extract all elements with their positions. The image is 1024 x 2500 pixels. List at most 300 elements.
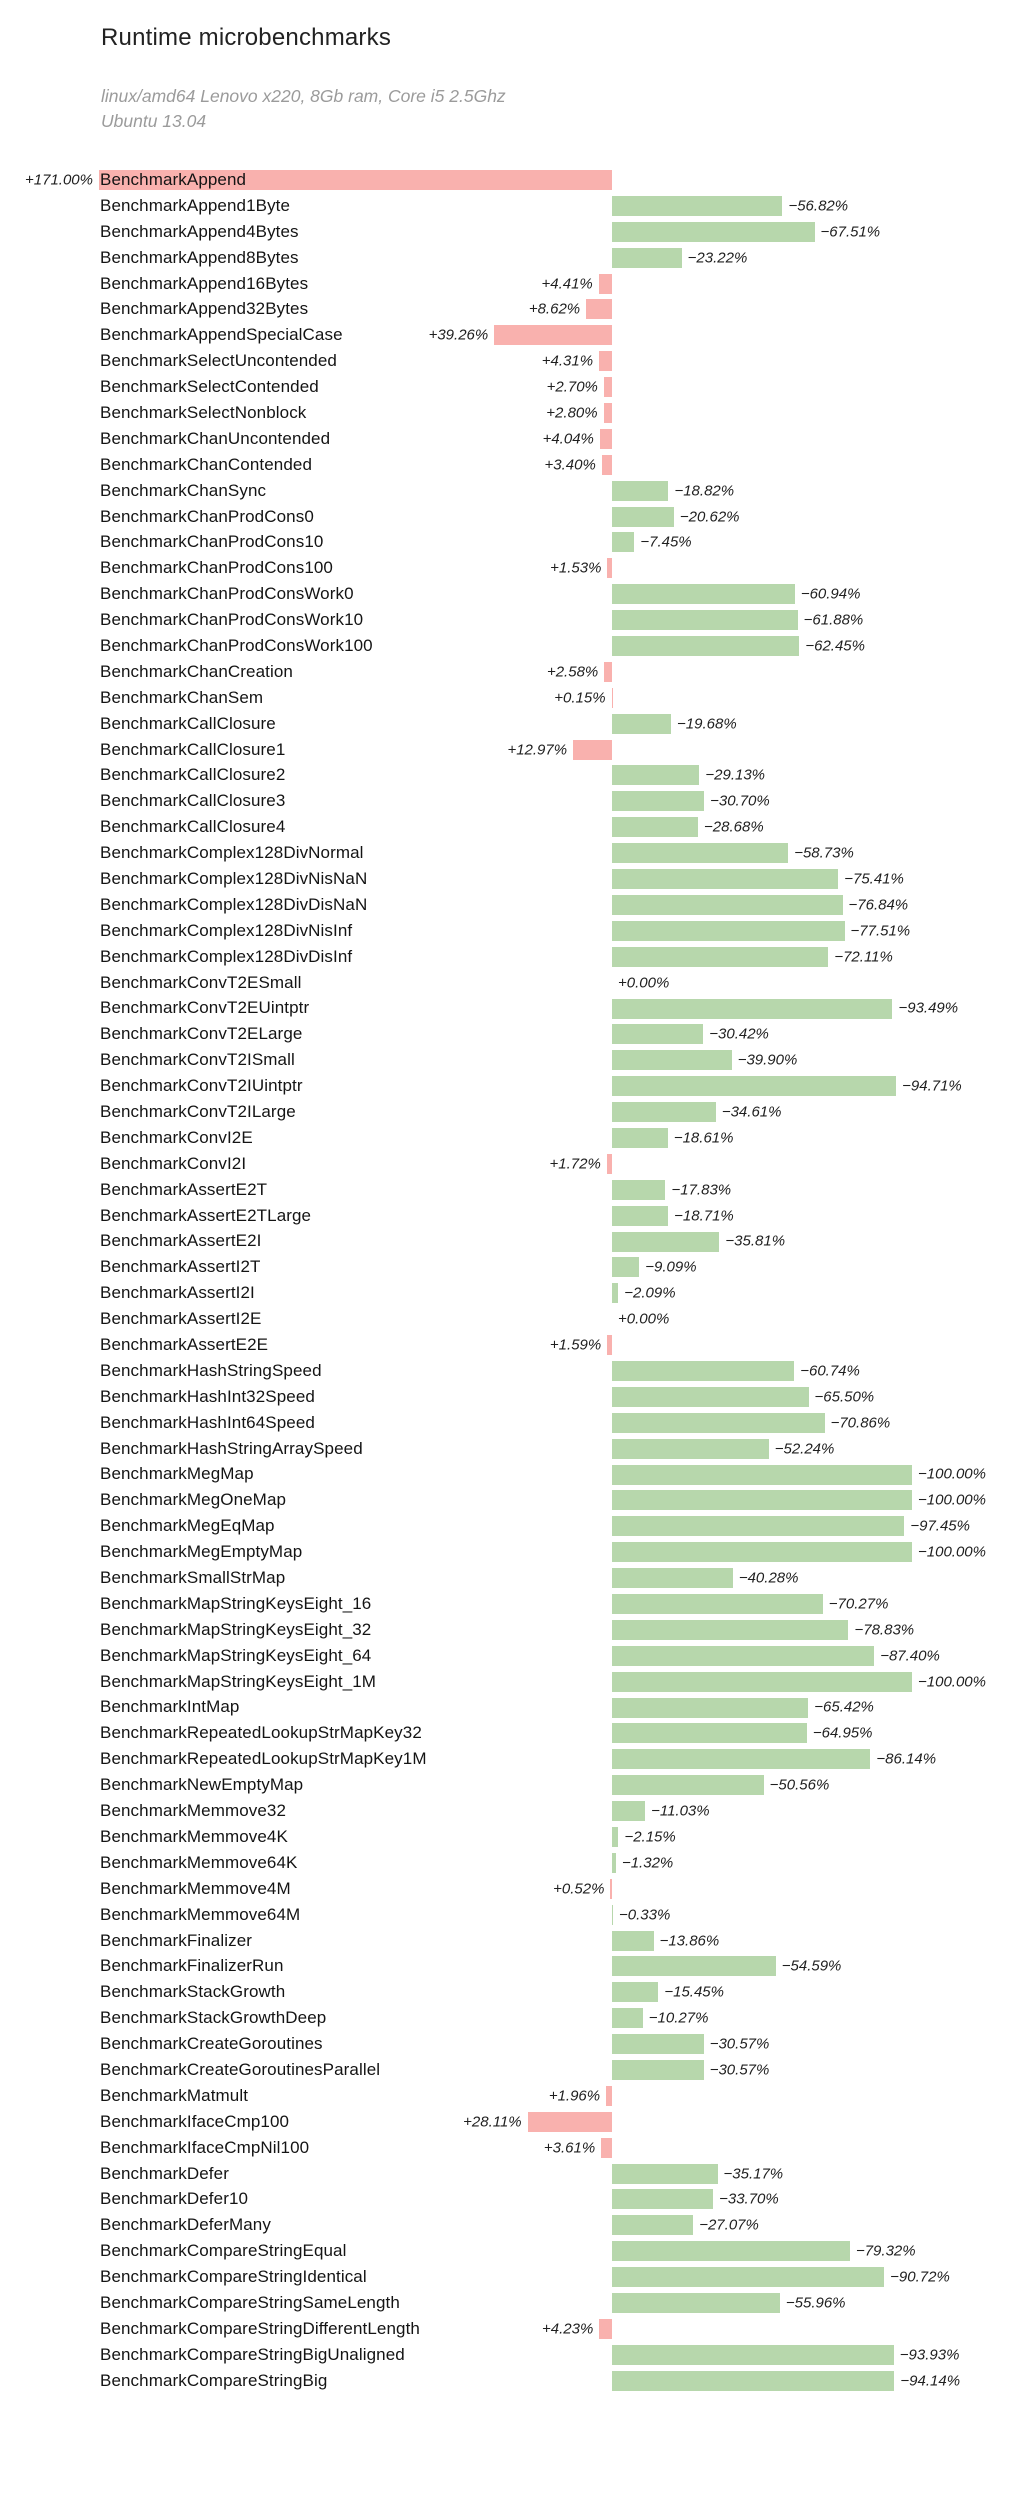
benchmark-value-label: −100.00% — [918, 1543, 986, 1561]
benchmark-bar — [612, 1128, 668, 1148]
subtitle-line-1: linux/amd64 Lenovo x220, 8Gb ram, Core i5 2.5Ghz — [101, 86, 506, 106]
benchmark-row — [0, 2264, 1024, 2290]
benchmark-value-label: +28.11% — [463, 2113, 522, 2131]
benchmark-name: BenchmarkStackGrowth — [100, 1982, 286, 2002]
benchmark-value-label: −70.86% — [830, 1414, 891, 1432]
benchmark-row — [0, 1746, 1024, 1772]
benchmark-value-label: −78.83% — [854, 1621, 915, 1639]
benchmark-row — [0, 1384, 1024, 1410]
benchmark-row — [0, 348, 1024, 374]
benchmark-row — [0, 1254, 1024, 1280]
benchmark-name: BenchmarkConvT2ISmall — [100, 1050, 295, 1070]
benchmark-name: BenchmarkConvT2ESmall — [100, 972, 302, 992]
benchmark-bar — [604, 662, 612, 682]
benchmark-row — [0, 659, 1024, 685]
benchmark-row — [0, 2031, 1024, 2057]
benchmark-bar — [494, 325, 612, 345]
benchmark-row — [0, 2057, 1024, 2083]
benchmark-name: BenchmarkAssertE2E — [100, 1335, 269, 1355]
benchmark-value-label: −30.70% — [710, 792, 770, 810]
benchmark-name: BenchmarkFinalizerRun — [100, 1956, 284, 1976]
benchmark-value-label: −70.27% — [828, 1595, 889, 1613]
benchmark-value-label: −60.94% — [800, 585, 861, 603]
benchmark-name: BenchmarkComplex128DivNisNaN — [100, 868, 368, 888]
benchmark-value-label: −61.88% — [803, 611, 864, 629]
benchmark-bar — [612, 1749, 870, 1769]
benchmark-value-label: −15.45% — [664, 1983, 724, 2001]
benchmark-bar — [612, 2293, 780, 2313]
benchmark-row — [0, 193, 1024, 219]
benchmark-row — [0, 711, 1024, 737]
benchmark-row — [0, 788, 1024, 814]
benchmark-row — [0, 1487, 1024, 1513]
benchmark-row — [0, 2212, 1024, 2238]
benchmark-name: BenchmarkAppend1Byte — [100, 195, 291, 215]
benchmark-bar — [612, 1542, 912, 1562]
benchmark-bar — [602, 455, 612, 475]
benchmark-value-label: −0.33% — [618, 1906, 671, 1924]
benchmark-row — [0, 2186, 1024, 2212]
benchmark-name: BenchmarkRepeatedLookupStrMapKey1M — [100, 1749, 427, 1769]
benchmark-bar — [612, 921, 845, 941]
benchmark-name: BenchmarkAppend8Bytes — [100, 247, 299, 267]
benchmark-name: BenchmarkSelectNonblock — [100, 402, 307, 422]
benchmark-value-label: −75.41% — [844, 870, 904, 888]
benchmark-name: BenchmarkHashStringSpeed — [100, 1360, 322, 1380]
benchmark-name: BenchmarkChanSem — [100, 687, 264, 707]
benchmark-value-label: −13.86% — [659, 1932, 720, 1949]
benchmark-bar — [612, 481, 668, 501]
benchmark-name: BenchmarkAssertI2E — [100, 1309, 262, 1329]
benchmark-name: BenchmarkAssertE2TLarge — [100, 1205, 312, 1225]
benchmark-bar — [601, 2138, 612, 2158]
benchmark-bar — [612, 1956, 776, 1976]
benchmark-bar — [612, 1102, 716, 1122]
benchmark-row — [0, 1798, 1024, 1824]
benchmark-bar — [612, 1853, 616, 1873]
benchmark-name: BenchmarkAssertE2I — [100, 1231, 262, 1251]
benchmark-value-label: +4.04% — [542, 430, 594, 448]
benchmark-row — [0, 1669, 1024, 1695]
benchmark-row — [0, 814, 1024, 840]
benchmark-bar — [610, 1879, 612, 1899]
benchmark-bar — [612, 895, 843, 915]
benchmark-row — [0, 219, 1024, 245]
benchmark-value-label: −18.61% — [673, 1129, 734, 1147]
benchmark-value-label: −62.45% — [805, 637, 865, 655]
benchmark-row — [0, 529, 1024, 555]
benchmark-value-label: −28.68% — [704, 818, 764, 836]
benchmark-name: BenchmarkMapStringKeysEight_1M — [100, 1671, 377, 1691]
benchmark-name: BenchmarkCallClosure2 — [100, 765, 286, 785]
benchmark-name: BenchmarkIfaceCmp100 — [100, 2111, 290, 2131]
benchmark-row — [0, 1462, 1024, 1488]
benchmark-bar — [599, 351, 612, 371]
benchmark-bar — [612, 843, 788, 863]
benchmark-name: BenchmarkCallClosure3 — [100, 791, 286, 811]
benchmark-value-label: −40.28% — [738, 1569, 799, 1587]
benchmark-value-label: −34.61% — [721, 1103, 782, 1121]
benchmark-name: BenchmarkCompareStringBigUnaligned — [100, 2344, 405, 2364]
benchmark-row — [0, 426, 1024, 452]
benchmark-bar — [612, 1827, 618, 1847]
benchmark-value-label: +4.31% — [541, 352, 594, 370]
benchmark-row — [0, 1720, 1024, 1746]
benchmark-value-label: +0.15% — [554, 689, 606, 707]
subtitle-line-2: Ubuntu 13.04 — [101, 110, 207, 131]
benchmark-name: BenchmarkMegEmptyMap — [100, 1542, 303, 1562]
benchmark-name: BenchmarkMemmove64K — [100, 1852, 298, 1872]
benchmark-bar — [612, 1982, 658, 2002]
benchmark-row — [0, 2342, 1024, 2368]
benchmark-name: BenchmarkChanProdConsWork10 — [100, 610, 364, 630]
benchmark-row — [0, 1229, 1024, 1255]
benchmark-name: BenchmarkHashInt32Speed — [100, 1386, 315, 1406]
benchmark-bar — [612, 947, 828, 967]
benchmark-value-label: −72.11% — [834, 948, 893, 966]
benchmark-row — [0, 685, 1024, 711]
benchmark-bar — [612, 2371, 894, 2391]
benchmark-value-label: −65.50% — [814, 1388, 875, 1406]
benchmark-name: BenchmarkCompareStringIdentical — [100, 2267, 367, 2287]
benchmark-row — [0, 1203, 1024, 1229]
benchmark-value-label: −54.59% — [781, 1957, 842, 1975]
benchmark-bar — [604, 377, 612, 397]
benchmark-value-label: +1.96% — [548, 2087, 601, 2105]
benchmark-name: BenchmarkChanCreation — [100, 661, 293, 681]
benchmark-name: BenchmarkMemmove4M — [100, 1878, 291, 1898]
benchmark-name: BenchmarkMemmove64M — [100, 1904, 301, 1924]
benchmark-bar — [612, 610, 798, 630]
benchmark-row — [0, 1436, 1024, 1462]
benchmark-bar — [612, 248, 682, 268]
benchmark-bar — [612, 1931, 654, 1951]
benchmark-value-label: −100.00% — [918, 1491, 986, 1509]
benchmark-row — [0, 374, 1024, 400]
benchmark-name: BenchmarkCallClosure1 — [100, 739, 286, 759]
benchmark-row — [0, 1099, 1024, 1125]
benchmark-bar — [612, 1206, 668, 1226]
benchmark-name: BenchmarkAppend32Bytes — [100, 299, 309, 319]
benchmark-value-label: −23.22% — [687, 249, 748, 267]
benchmark-bar — [612, 1594, 823, 1614]
benchmark-value-label: +3.61% — [543, 2139, 596, 2157]
benchmark-bar — [607, 558, 612, 578]
benchmark-bar — [612, 1672, 912, 1692]
benchmark-value-label: −39.90% — [737, 1051, 798, 1069]
benchmark-value-label: −94.14% — [900, 2372, 961, 2390]
benchmark-name: BenchmarkSelectContended — [100, 377, 319, 397]
benchmark-row — [0, 2238, 1024, 2264]
benchmark-value-label: −94.71% — [902, 1077, 962, 1095]
benchmark-name: BenchmarkCallClosure — [100, 713, 276, 733]
benchmark-bar — [586, 299, 612, 319]
benchmark-value-label: −86.14% — [876, 1750, 937, 1768]
benchmark-value-label: −58.73% — [794, 844, 854, 862]
benchmark-row — [0, 322, 1024, 348]
benchmark-bar — [612, 2034, 704, 2054]
benchmark-name: BenchmarkConvT2ILarge — [100, 1102, 296, 1121]
benchmark-row — [0, 1850, 1024, 1876]
benchmark-bar — [612, 507, 674, 527]
benchmark-row — [0, 1539, 1024, 1565]
benchmark-name: BenchmarkStackGrowthDeep — [100, 2008, 327, 2028]
benchmark-name: BenchmarkAppend16Bytes — [100, 273, 309, 293]
benchmark-row — [0, 1358, 1024, 1384]
benchmark-name: BenchmarkAppend — [100, 169, 247, 189]
benchmark-value-label: −100.00% — [918, 1465, 986, 1483]
benchmark-bar — [612, 222, 815, 242]
benchmark-row — [0, 1928, 1024, 1954]
benchmark-value-label: −35.81% — [725, 1232, 786, 1250]
benchmark-value-label: +2.70% — [546, 378, 598, 396]
benchmark-bar — [612, 1905, 613, 1925]
benchmark-name: BenchmarkComplex128DivDisNaN — [100, 894, 368, 914]
benchmark-name: BenchmarkIntMap — [100, 1697, 240, 1717]
benchmark-name: BenchmarkAssertI2I — [100, 1283, 255, 1303]
benchmark-row — [0, 2109, 1024, 2135]
benchmark-name: BenchmarkMapStringKeysEight_16 — [100, 1593, 372, 1613]
benchmark-value-label: +1.53% — [550, 559, 602, 577]
benchmark-name: BenchmarkComplex128DivDisInf — [100, 946, 353, 966]
benchmark-value-label: +0.00% — [618, 1310, 670, 1328]
benchmark-bar — [612, 1490, 912, 1510]
benchmark-value-label: −50.56% — [769, 1776, 830, 1794]
benchmark-name: BenchmarkMemmove4K — [100, 1826, 288, 1846]
benchmark-row — [0, 1151, 1024, 1177]
benchmark-bar — [612, 1387, 809, 1407]
benchmark-row — [0, 1902, 1024, 1928]
benchmark-bar — [612, 2008, 643, 2028]
benchmark-row — [0, 1306, 1024, 1332]
benchmark-value-label: +39.26% — [428, 326, 489, 344]
benchmark-row — [0, 1513, 1024, 1539]
benchmark-name: BenchmarkChanSync — [100, 480, 267, 500]
benchmark-name: BenchmarkHashInt64Speed — [100, 1412, 315, 1432]
benchmark-bar — [607, 1335, 612, 1355]
benchmark-name: BenchmarkComplex128DivNormal — [100, 843, 364, 863]
benchmark-row — [0, 1047, 1024, 1073]
benchmark-value-label: +12.97% — [507, 741, 568, 759]
benchmark-name: BenchmarkMegOneMap — [100, 1490, 287, 1510]
benchmark-value-label: −18.82% — [674, 482, 735, 500]
benchmark-value-label: −30.57% — [709, 2035, 770, 2053]
benchmark-name: BenchmarkNewEmptyMap — [100, 1775, 304, 1795]
benchmark-value-label: +4.23% — [542, 2320, 594, 2338]
benchmark-value-label: −93.49% — [898, 999, 959, 1017]
benchmark-row — [0, 1617, 1024, 1643]
benchmark-row — [0, 296, 1024, 322]
benchmark-bar — [612, 1413, 825, 1433]
benchmark-row — [0, 2368, 1024, 2394]
benchmark-bar — [612, 2215, 693, 2235]
benchmark-bar — [600, 429, 612, 449]
benchmark-bar — [612, 532, 634, 552]
benchmark-row — [0, 167, 1024, 193]
benchmark-name: BenchmarkCompareStringDifferentLength — [100, 2318, 420, 2338]
benchmark-bar — [612, 196, 782, 216]
benchmark-bar — [612, 636, 799, 656]
benchmark-value-label: +2.58% — [546, 663, 599, 681]
benchmark-bar — [612, 999, 892, 1019]
benchmark-row — [0, 2005, 1024, 2031]
benchmark-name: BenchmarkCreateGoroutinesParallel — [100, 2059, 381, 2079]
benchmark-value-label: −67.51% — [820, 223, 881, 241]
benchmark-bar — [612, 2189, 713, 2209]
benchmark-row — [0, 1876, 1024, 1902]
benchmark-name: BenchmarkMatmult — [100, 2085, 249, 2105]
benchmark-row — [0, 737, 1024, 763]
benchmark-bar — [528, 2112, 612, 2132]
benchmark-value-label: −33.70% — [719, 2190, 779, 2208]
benchmark-name: BenchmarkComplex128DivNisInf — [100, 920, 353, 940]
benchmark-bar — [612, 869, 838, 889]
benchmark-name: BenchmarkRepeatedLookupStrMapKey32 — [100, 1723, 422, 1743]
benchmark-name: BenchmarkCompareStringBig — [100, 2370, 328, 2390]
benchmark-name: BenchmarkCompareStringEqual — [100, 2241, 347, 2261]
benchmark-value-label: −2.15% — [624, 1828, 676, 1846]
benchmark-row — [0, 840, 1024, 866]
benchmark-name: BenchmarkMegEqMap — [100, 1516, 275, 1536]
benchmark-value-label: −1.32% — [621, 1854, 674, 1872]
benchmark-bar — [612, 2241, 850, 2261]
benchmark-value-label: −20.62% — [679, 508, 740, 526]
benchmark-value-label: −55.96% — [785, 2294, 846, 2312]
benchmark-name: BenchmarkChanProdCons10 — [100, 532, 324, 552]
benchmark-value-label: −30.42% — [709, 1025, 769, 1043]
benchmark-bar — [573, 740, 612, 760]
benchmark-value-label: −97.45% — [910, 1517, 970, 1535]
benchmark-row — [0, 1591, 1024, 1617]
benchmark-row — [0, 1073, 1024, 1099]
benchmark-value-label: +3.40% — [544, 456, 596, 474]
benchmark-row — [0, 1410, 1024, 1436]
benchmark-value-label: −93.93% — [899, 2346, 960, 2364]
benchmark-name: BenchmarkChanProdConsWork0 — [100, 584, 354, 604]
benchmark-bar — [612, 1620, 848, 1640]
benchmark-value-label: −9.09% — [645, 1258, 697, 1276]
benchmark-row — [0, 581, 1024, 607]
benchmark-bar — [612, 714, 671, 734]
benchmark-row — [0, 1953, 1024, 1979]
benchmark-name: BenchmarkMapStringKeysEight_64 — [100, 1645, 372, 1665]
benchmark-bar — [612, 1723, 807, 1743]
benchmark-value-label: −76.84% — [848, 896, 909, 914]
benchmark-value-label: −7.45% — [640, 533, 692, 551]
benchmark-bar — [612, 765, 699, 785]
benchmark-name: BenchmarkAppend4Bytes — [100, 221, 299, 241]
benchmark-bar — [604, 403, 612, 423]
benchmark-name: BenchmarkAppendSpecialCase — [100, 325, 343, 345]
benchmark-name: BenchmarkChanProdCons100 — [100, 558, 333, 578]
benchmark-row — [0, 1125, 1024, 1151]
benchmark-row — [0, 1565, 1024, 1591]
benchmark-bar — [612, 1076, 896, 1096]
benchmark-name: BenchmarkConvT2ELarge — [100, 1024, 303, 1044]
benchmark-value-label: +0.00% — [618, 974, 670, 992]
benchmark-row — [0, 2135, 1024, 2161]
benchmark-row — [0, 633, 1024, 659]
benchmark-name: BenchmarkDefer10 — [100, 2189, 249, 2209]
benchmark-row — [0, 1979, 1024, 2005]
benchmark-row — [0, 970, 1024, 996]
benchmark-row — [0, 452, 1024, 478]
benchmark-name: BenchmarkCompareStringSameLength — [100, 2292, 400, 2312]
benchmark-row — [0, 996, 1024, 1022]
benchmark-value-label: −30.57% — [709, 2061, 770, 2079]
benchmark-name: BenchmarkMemmove32 — [100, 1801, 287, 1821]
benchmark-bar — [612, 1024, 703, 1044]
benchmark-value-label: −56.82% — [788, 197, 849, 215]
benchmark-name: BenchmarkCallClosure4 — [100, 817, 286, 837]
benchmark-value-label: −52.24% — [774, 1440, 835, 1458]
benchmark-name: BenchmarkAssertE2T — [100, 1179, 268, 1199]
benchmark-name: BenchmarkMapStringKeysEight_32 — [100, 1619, 372, 1639]
benchmark-value-label: −77.51% — [850, 922, 911, 940]
benchmark-bar — [612, 1646, 874, 1666]
benchmark-row — [0, 1772, 1024, 1798]
benchmark-bar — [612, 1801, 645, 1821]
benchmark-rows — [0, 167, 1024, 2394]
benchmark-row — [0, 1824, 1024, 1850]
benchmark-bar — [612, 1257, 639, 1277]
benchmark-value-label: −79.32% — [855, 2242, 916, 2260]
benchmark-name: BenchmarkChanProdCons0 — [100, 506, 314, 526]
benchmark-name: BenchmarkFinalizer — [100, 1930, 253, 1950]
benchmark-value-label: −19.68% — [677, 715, 737, 733]
benchmark-row — [0, 2083, 1024, 2109]
benchmark-row — [0, 400, 1024, 426]
benchmark-bar — [612, 2060, 704, 2080]
benchmark-bar — [612, 1568, 733, 1588]
benchmark-value-label: −35.17% — [723, 2165, 784, 2183]
benchmark-bar — [612, 1232, 719, 1252]
benchmark-value-label: −60.74% — [800, 1362, 860, 1380]
benchmark-name: BenchmarkConvT2IUintptr — [100, 1076, 303, 1096]
benchmark-row — [0, 1332, 1024, 1358]
benchmark-row — [0, 504, 1024, 530]
benchmark-value-label: −10.27% — [648, 2009, 709, 2027]
benchmark-row — [0, 1021, 1024, 1047]
benchmark-value-label: −64.95% — [812, 1724, 873, 1742]
benchmark-bar — [612, 1775, 764, 1795]
benchmark-row — [0, 762, 1024, 788]
benchmark-bar — [599, 274, 612, 294]
benchmark-name: BenchmarkChanContended — [100, 454, 313, 474]
benchmark-name: BenchmarkConvI2I — [100, 1153, 247, 1173]
benchmark-row — [0, 2316, 1024, 2342]
benchmark-name: BenchmarkChanProdConsWork100 — [100, 635, 373, 655]
benchmark-value-label: −29.13% — [705, 766, 766, 784]
benchmark-bar — [612, 1050, 732, 1070]
benchmark-bar — [612, 2164, 718, 2184]
benchmark-name: BenchmarkSmallStrMap — [100, 1568, 286, 1588]
benchmark-bar — [612, 1180, 665, 1200]
benchmark-value-label: +1.59% — [549, 1336, 602, 1354]
benchmark-row — [0, 245, 1024, 271]
benchmark-name: BenchmarkCreateGoroutines — [100, 2034, 323, 2054]
benchmark-value-label: +2.80% — [546, 404, 598, 422]
benchmark-value-label: −100.00% — [918, 1673, 986, 1691]
benchmark-value-label: −27.07% — [699, 2216, 759, 2234]
benchmark-row — [0, 1177, 1024, 1203]
benchmark-row — [0, 271, 1024, 297]
page-title: Runtime microbenchmarks — [101, 24, 392, 51]
benchmark-value-label: −2.09% — [624, 1284, 676, 1302]
benchmark-bar — [612, 1361, 794, 1381]
benchmark-bar — [612, 817, 698, 837]
chart-subtitle — [101, 84, 506, 133]
